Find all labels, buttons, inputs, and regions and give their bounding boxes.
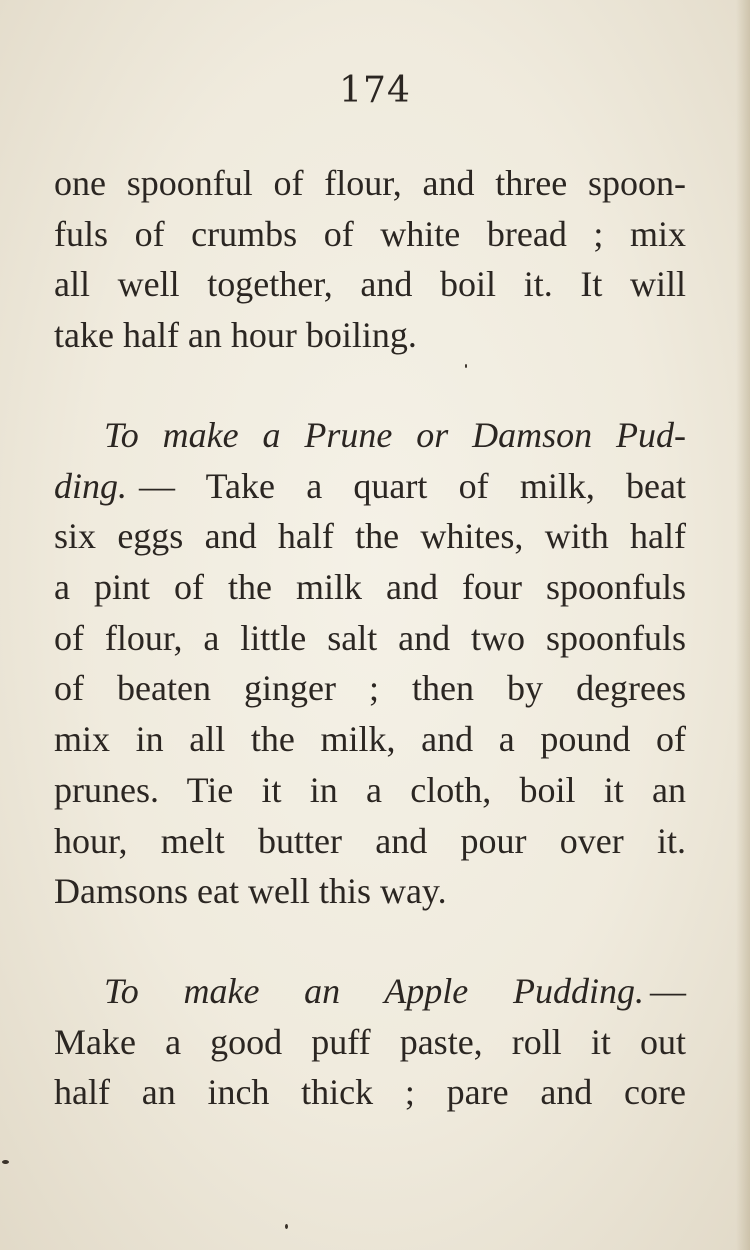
em-dash: — [650,971,686,1011]
heading-line [104,966,686,1017]
line-text: hour, melt butter and pour over it. [54,820,686,861]
recipe-title: To make an Apple Pudding. [104,971,644,1011]
line-text: Make a good puff paste, roll it out [54,1021,686,1062]
paragraph-2 [54,410,686,917]
line-text: all well together, and boil it. It will [54,264,686,305]
paper-speck [465,364,467,368]
line-text: fuls of crumbs of white bread ; mix [54,213,686,254]
page-edge-shadow [736,0,750,1250]
recipe-heading [54,410,686,461]
paragraph-1 [54,158,686,361]
line-text: half an inch thick ; pare and core [54,1072,686,1113]
text-line [54,310,686,361]
line-text: prunes. Tie it in a cloth, boil it an [54,769,686,810]
page-number: 174 [339,70,411,111]
line-text-rest: — Take a quart of milk, beat [139,465,686,506]
text-line [54,714,686,765]
paper-speck [285,1224,288,1229]
line-text: a pint of the milk and four spoonfuls [54,567,686,608]
text-line [54,613,686,664]
line-text: of flour, a little salt and two spoonfuls [54,617,686,658]
line-text: of beaten ginger ; then by degrees [54,668,686,709]
text-line [54,816,686,867]
recipe-title-end: ding. [54,465,128,506]
recipe-title: To make a Prune or Damson Pud- [104,415,686,455]
line-text: six eggs and half the whites, with half [54,516,686,557]
text-line [54,765,686,816]
line-text [54,461,686,512]
text-line [54,1067,686,1118]
text-line [54,259,686,310]
text-line [54,209,686,260]
text-line [54,158,686,209]
text-line [54,1017,686,1068]
line-text: one spoonful of flour, and three spoon- [54,163,686,203]
text-line [54,511,686,562]
paragraph-3 [54,966,686,1118]
recipe-heading [54,966,686,1017]
text-line [54,461,686,512]
text-line [54,866,686,917]
line-text: mix in all the milk, and a pound of [54,719,686,760]
paper-speck [2,1160,9,1164]
text-line [54,562,686,613]
text-line [54,663,686,714]
line-text: Damsons eat well this way. [54,871,447,912]
line-text: take half an hour boiling. [54,315,417,356]
